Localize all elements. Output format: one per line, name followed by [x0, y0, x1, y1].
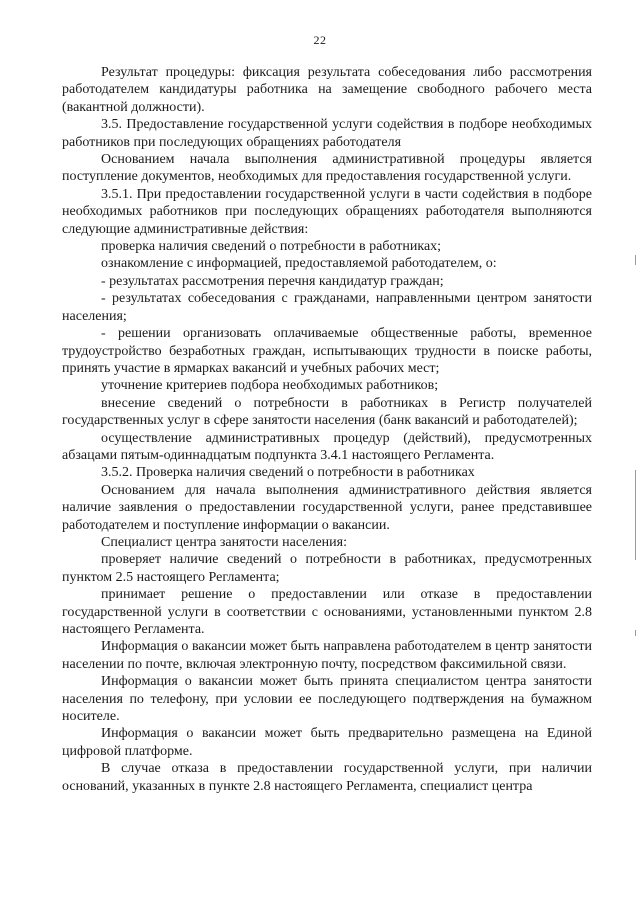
- paragraph-vacancy-phone: Информация о вакансии может быть принята специалистом центра занятости населения по телефону, при условии ее последующего подтверждения на бумажном носителе.: [62, 674, 592, 725]
- scan-edge-mark: [635, 630, 636, 636]
- list-item-register-entry: внесение сведений о потребности в работниках в Регистр получателей государственных услуг в сфере занятости населения (банк вакансий и работодателей);: [62, 395, 592, 429]
- scan-edge-mark: [635, 470, 636, 560]
- list-item-candidates-review: - результатах рассмотрения перечня кандидатур граждан;: [101, 273, 444, 289]
- paragraph-3-5-1: 3.5.1. При предоставлении государственной услуги в части содействия в подборе необходимых работников при последующих обращениях работодателя выполняются следующие административные действия:: [62, 186, 592, 237]
- page-number: 22: [313, 33, 327, 47]
- scan-edge-mark: [635, 255, 636, 265]
- list-item-check-needs: проверка наличия сведений о потребности в работниках;: [101, 239, 442, 255]
- list-item-familiarization: ознакомление с информацией, предоставляемой работодателем, о:: [101, 256, 497, 272]
- paragraph-basis-action: Основанием для начала выполнения административного действия является наличие заявления о предоставлении государственной услуги, ранее представившее работодателем и поступление информации о вакансии.: [62, 482, 592, 533]
- section-heading-3-5: 3.5. Предоставление государственной услуги содействия в подборе необходимых работников при последующих обращениях работодателя: [62, 117, 592, 150]
- paragraph-specialist: Специалист центра занятости населения:: [101, 534, 347, 550]
- document-body: [62, 64, 592, 795]
- list-item-decision: принимает решение о предоставлении или отказе в предоставлении государственной услуги в соответствии с основаниями, установленными пунктом 2.8 настоящего Регламента.: [62, 587, 592, 637]
- paragraph-refusal: В случае отказа в предоставлении государственной услуги, при наличии оснований, указанных в пункте 2.8 настоящего Регламента, специалист центра: [62, 761, 592, 794]
- paragraph-vacancy-platform: Информация о вакансии может быть предварительно размещена на Единой цифровой платформе.: [62, 726, 592, 759]
- paragraph-basis-start: Основанием начала выполнения административной процедуры является поступление документов, необходимых для предоставления государственной услуги.: [62, 152, 592, 185]
- list-item-interview-results: - результатах собеседования с гражданами, направленными центром занятости населения;: [62, 291, 592, 324]
- section-heading-3-5-2: 3.5.2. Проверка наличия сведений о потребности в работниках: [101, 465, 475, 481]
- list-item-checks-needs: проверяет наличие сведений о потребности в работниках, предусмотренных пунктом 2.5 настоящего Регламента;: [62, 552, 592, 585]
- list-item-criteria: уточнение критериев подбора необходимых работников;: [101, 378, 439, 394]
- paragraph-vacancy-mail: Информация о вакансии может быть направлена работодателем в центр занятости населении по почте, включая электронную почту, посредством факсимильной связи.: [62, 639, 592, 672]
- list-item-admin-procedures: осуществление административных процедур (действий), предусмотренных абзацами пятым-одиннадцатым подпункта 3.4.1 настоящего Регламента.: [62, 430, 592, 463]
- list-item-public-works: - решении организовать оплачиваемые общественные работы, временное трудоустройство безработных граждан, испытывающих трудности в поиске работы, принять участие в ярмарках вакансий и учебных рабочих мест;: [62, 326, 592, 376]
- paragraph-result: Результат процедуры: фиксация результата собеседования либо рассмотрения работодателем кандидатуры работника на замещение свободного рабочего места (вакантной должности).: [62, 65, 592, 115]
